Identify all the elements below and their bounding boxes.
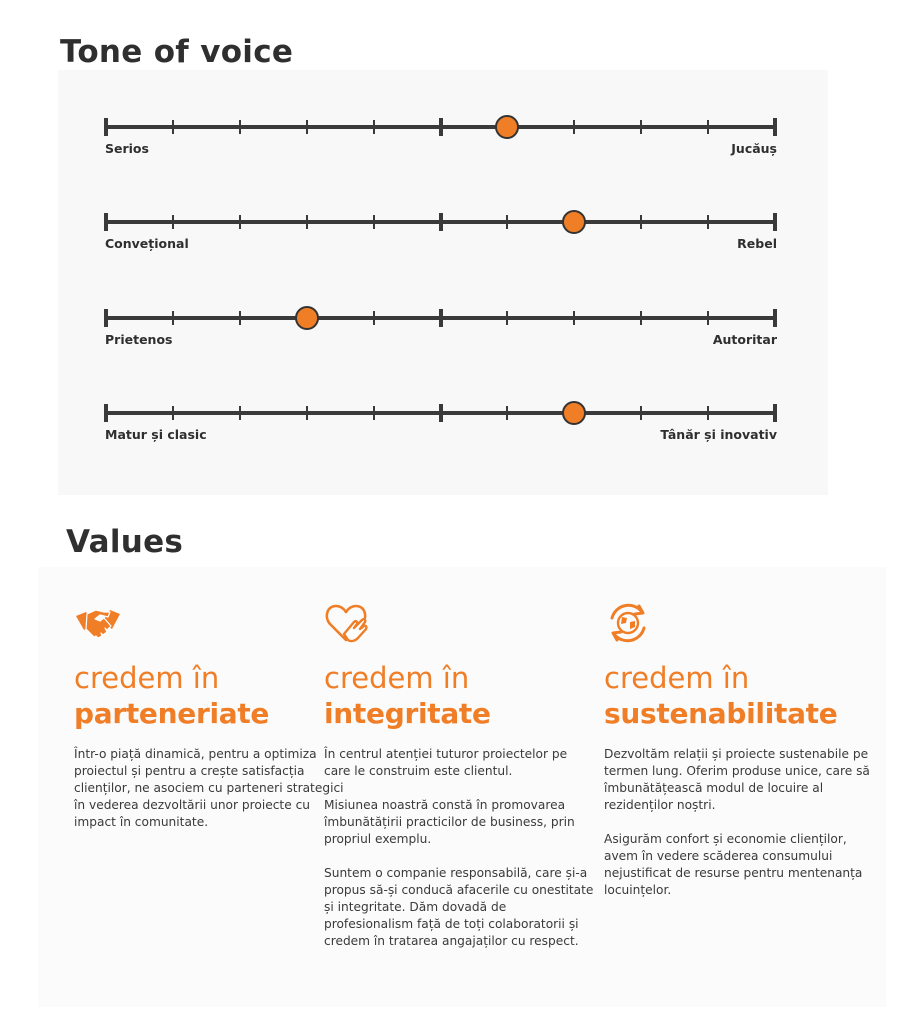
- scale-tick: [773, 309, 777, 327]
- scale-tick: [239, 120, 241, 134]
- scale-tick: [104, 213, 108, 231]
- scale-marker: [562, 401, 586, 425]
- scale-tick: [439, 309, 443, 327]
- value-paragraph: Într-o piață dinamică, pentru a optimiza proiectul și pentru a crește satisfacția clienților, ne asociem cu parteneri strategici în vederea dezvoltării unor proiecte cu impact în comunitate.: [74, 747, 344, 829]
- recycle-globe-icon: [604, 602, 652, 644]
- value-heading-light: credem în: [74, 661, 220, 695]
- scale-tick: [707, 406, 709, 420]
- scale-marker: [295, 306, 319, 330]
- value-card-sustenabilitate: [604, 602, 874, 899]
- scale-tick: [373, 215, 375, 229]
- scale-tick: [640, 311, 642, 325]
- handshake-icon: [74, 602, 122, 644]
- scale-tick: [239, 311, 241, 325]
- scale-tick: [506, 215, 508, 229]
- scale-tick: [172, 120, 174, 134]
- scale-tick: [373, 406, 375, 420]
- scale-tick: [640, 120, 642, 134]
- scale-tick: [640, 215, 642, 229]
- scale-tick: [573, 120, 575, 134]
- scale-tick: [172, 215, 174, 229]
- value-paragraph: Misiunea noastră constă în promovarea îmbunătățirii practicilor de business, prin propriul exemplu.: [324, 798, 575, 846]
- tone-of-voice-title: Tone of voice: [60, 34, 294, 70]
- scale-tick: [439, 404, 443, 422]
- tone-scale-serios-jucaus: [104, 112, 777, 162]
- scale-tick: [172, 311, 174, 325]
- scale-tick: [573, 311, 575, 325]
- value-paragraph: Asigurăm confort și economie clienților, avem în vedere scăderea consumului nejustificat de resurse pentru mentenanța locuințelor.: [604, 832, 863, 897]
- value-heading-light: credem în: [324, 661, 470, 695]
- scale-left-label: Serios: [105, 141, 149, 156]
- scale-tick: [439, 118, 443, 136]
- scale-tick: [104, 309, 108, 327]
- scale-left-label: Convețional: [105, 236, 189, 251]
- scale-tick: [239, 406, 241, 420]
- scale-tick: [104, 118, 108, 136]
- tone-scale-prietenos-autoritar: [104, 303, 777, 353]
- values-title: Values: [66, 524, 184, 560]
- scale-tick: [773, 404, 777, 422]
- scale-left-label: Prietenos: [105, 332, 173, 347]
- scale-marker: [495, 115, 519, 139]
- value-card-integritate: [324, 602, 594, 950]
- value-card-parteneriate: [74, 602, 344, 831]
- heart-hand-icon: [324, 602, 372, 644]
- scale-tick: [373, 120, 375, 134]
- scale-right-label: Jucăuș: [731, 141, 777, 156]
- scale-tick: [104, 404, 108, 422]
- scale-tick: [773, 118, 777, 136]
- value-heading-bold: parteneriate: [74, 697, 270, 730]
- value-paragraph: Suntem o companie responsabilă, care și-a propus să-și conducă afacerile cu onestitate și integritate. Dăm dovadă de profesionalism față de toți colaboratorii și credem în tratarea angajaților cu respect.: [324, 866, 594, 948]
- value-heading-bold: sustenabilitate: [604, 697, 838, 730]
- scale-tick: [773, 213, 777, 231]
- scale-tick: [172, 406, 174, 420]
- scale-tick: [707, 215, 709, 229]
- scale-tick: [707, 120, 709, 134]
- scale-right-label: Rebel: [737, 236, 777, 251]
- value-paragraph: Dezvoltăm relații și proiecte sustenabile pe termen lung. Oferim produse unice, care să îmbunătățească modul de locuire al rezidenților noștri.: [604, 747, 870, 812]
- value-paragraph: În centrul atenției tuturor proiectelor pe care le construim este clientul.: [324, 747, 568, 778]
- scale-marker: [562, 210, 586, 234]
- scale-tick: [306, 406, 308, 420]
- scale-tick: [707, 311, 709, 325]
- value-heading-light: credem în: [604, 661, 750, 695]
- scale-tick: [373, 311, 375, 325]
- tone-scale-conventional-rebel: [104, 207, 777, 257]
- scale-right-label: Tânăr și inovativ: [660, 427, 777, 442]
- scale-tick: [239, 215, 241, 229]
- value-heading-bold: integritate: [324, 697, 491, 730]
- tone-scale-matur-tanar: [104, 398, 777, 448]
- scale-tick: [306, 120, 308, 134]
- scale-left-label: Matur și clasic: [105, 427, 207, 442]
- scale-tick: [506, 406, 508, 420]
- scale-tick: [506, 311, 508, 325]
- scale-tick: [306, 215, 308, 229]
- scale-tick: [640, 406, 642, 420]
- scale-right-label: Autoritar: [712, 332, 777, 347]
- scale-tick: [439, 213, 443, 231]
